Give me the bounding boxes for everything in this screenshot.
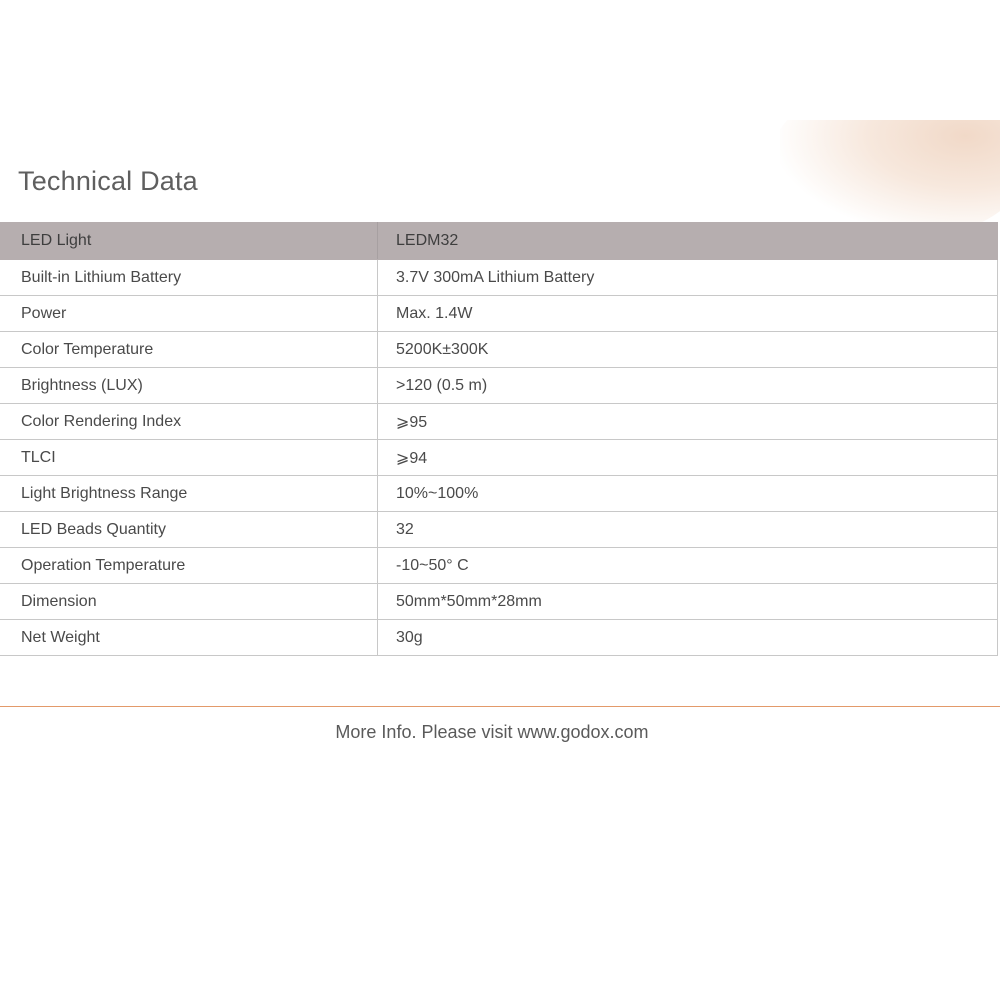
row-label: Operation Temperature <box>0 548 378 584</box>
header-label-cell: LED Light <box>0 222 378 260</box>
row-value: 32 <box>378 512 998 548</box>
table-row <box>0 404 998 440</box>
table-row <box>0 584 998 620</box>
table-header-row <box>0 222 998 260</box>
page-title: Technical Data <box>18 166 198 196</box>
row-value: 10%~100% <box>378 476 998 512</box>
row-value: >120 (0.5 m) <box>378 368 998 404</box>
footer-divider <box>0 706 1000 707</box>
row-value: -10~50° C <box>378 548 998 584</box>
table-row <box>0 260 998 296</box>
row-value: Max. 1.4W <box>378 296 998 332</box>
row-label: TLCI <box>0 440 378 476</box>
row-value: 3.7V 300mA Lithium Battery <box>378 260 998 296</box>
decorative-corner-glow <box>780 120 1000 230</box>
header-value-cell: LEDM32 <box>378 222 998 260</box>
technical-data-table <box>0 222 998 656</box>
table-row <box>0 368 998 404</box>
footer-website-text: More Info. Please visit www.godox.com <box>335 722 649 742</box>
row-label: Built-in Lithium Battery <box>0 260 378 296</box>
row-label: Color Temperature <box>0 332 378 368</box>
table-row <box>0 548 998 584</box>
row-value: 50mm*50mm*28mm <box>378 584 998 620</box>
row-label: Light Brightness Range <box>0 476 378 512</box>
row-label: Net Weight <box>0 620 378 656</box>
row-label: Brightness (LUX) <box>0 368 378 404</box>
row-label: LED Beads Quantity <box>0 512 378 548</box>
table-row <box>0 332 998 368</box>
table-row <box>0 476 998 512</box>
row-value: 5200K±300K <box>378 332 998 368</box>
table-row <box>0 296 998 332</box>
row-value: ⩾95 <box>378 404 998 440</box>
row-value: ⩾94 <box>378 440 998 476</box>
row-label: Power <box>0 296 378 332</box>
row-label: Dimension <box>0 584 378 620</box>
table-row <box>0 512 998 548</box>
row-label: Color Rendering Index <box>0 404 378 440</box>
table-row <box>0 620 998 656</box>
table-row <box>0 440 998 476</box>
row-value: 30g <box>378 620 998 656</box>
